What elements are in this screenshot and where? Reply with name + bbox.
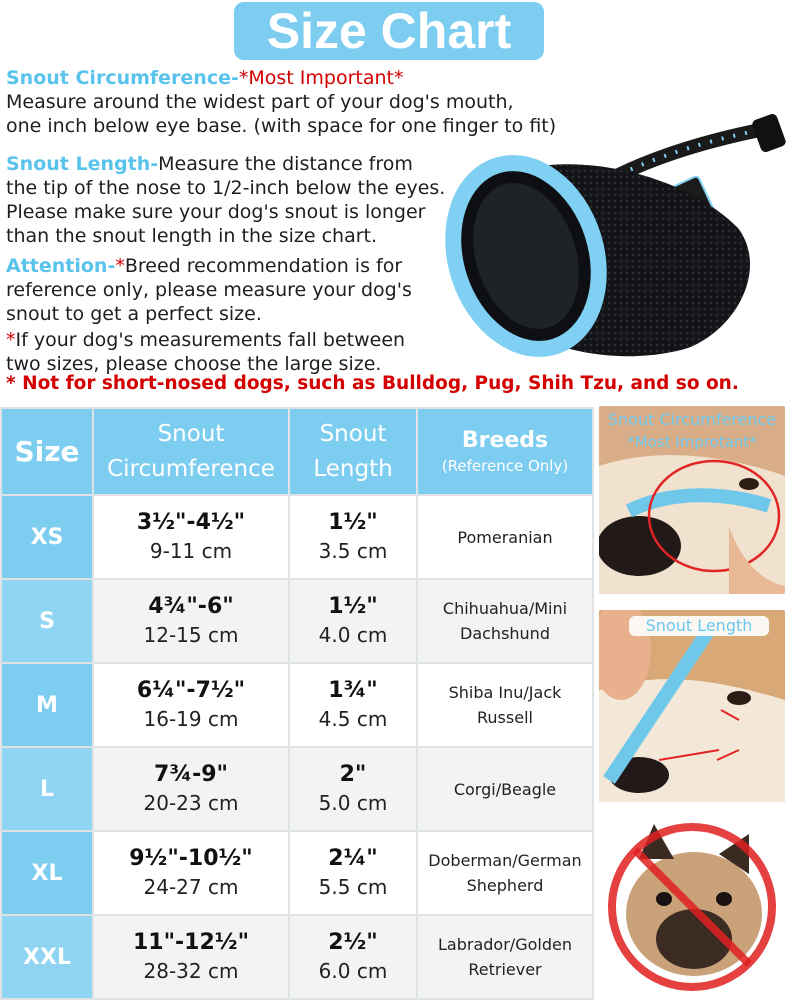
table-row: [1, 663, 593, 747]
snout-length-label: Snout Length-: [6, 153, 159, 175]
breed-line: Russell: [477, 708, 533, 727]
info-line: snout to get a perfect size.: [6, 303, 262, 325]
circumference-cell: [93, 831, 289, 915]
breed-line: Doberman/German: [428, 851, 582, 870]
length-cell: [289, 915, 417, 999]
snout-circumference-photo: [599, 406, 785, 594]
header-size: Size: [1, 408, 93, 495]
circumference-inches: 11"-12½": [132, 930, 250, 955]
header-text: Breeds: [461, 428, 549, 453]
length-inches: 2": [339, 762, 367, 787]
length-cell: [289, 495, 417, 579]
circumference-cell: [93, 495, 289, 579]
size-cell: M: [1, 663, 93, 747]
between-sizes-info: [6, 328, 446, 376]
circumference-cell: [93, 663, 289, 747]
header-text: Snout: [157, 420, 225, 447]
page-title: Size Chart: [234, 2, 544, 60]
length-cell: [289, 831, 417, 915]
not-for-short-nose-photo: [599, 814, 785, 1000]
size-cell: XS: [1, 495, 93, 579]
circumference-cm: 16-19 cm: [143, 707, 239, 731]
breed-cell: [417, 663, 593, 747]
table-row: [1, 831, 593, 915]
info-line: Measure the distance from: [158, 153, 413, 175]
no-bulldog-image: [599, 814, 785, 1000]
length-cm: 5.0 cm: [318, 791, 388, 815]
info-line: reference only, please measure your dog's: [6, 279, 412, 301]
most-important-note: *Most Important*: [238, 67, 404, 89]
length-inches: 1¾": [328, 678, 378, 703]
between-star: *: [6, 329, 16, 351]
photo-label-circumference: Snout Circumference: [607, 410, 777, 429]
length-cm: 5.5 cm: [318, 875, 388, 899]
circumference-cell: [93, 747, 289, 831]
circumference-inches: 6¼"-7½": [136, 678, 246, 703]
info-line: Please make sure your dog's snout is longer: [6, 201, 426, 223]
circumference-cm: 28-32 cm: [143, 959, 239, 983]
table-row: [1, 747, 593, 831]
breed-cell: [417, 579, 593, 663]
length-cell: [289, 579, 417, 663]
circumference-cm: 24-27 cm: [143, 875, 239, 899]
breed-line: Labrador/Golden: [438, 935, 572, 954]
circumference-cell: [93, 915, 289, 999]
snout-length-info: [6, 152, 446, 248]
header-text: Circumference: [107, 455, 275, 482]
length-cell: [289, 747, 417, 831]
length-cm: 4.5 cm: [318, 707, 388, 731]
snout-length-photo: [599, 610, 785, 802]
info-line: Measure around the widest part of your dog's mouth,: [6, 91, 514, 113]
size-cell: XXL: [1, 915, 93, 999]
info-line: Breed recommendation is for: [124, 255, 403, 277]
breed-line: Chihuahua/Mini: [442, 599, 568, 618]
size-cell: S: [1, 579, 93, 663]
length-cm: 4.0 cm: [318, 623, 388, 647]
circumference-inches: 4¾"-6": [148, 594, 234, 619]
dog-measure-length-image: [599, 610, 785, 802]
breed-cell: [417, 915, 593, 999]
snout-circumference-label: Snout Circumference-: [6, 67, 239, 89]
table-row: [1, 495, 593, 579]
circumference-inches: 9½"-10½": [129, 846, 253, 871]
info-line: the tip of the nose to 1/2-inch below the eyes.: [6, 177, 446, 199]
header-snout-circumference: [93, 408, 289, 495]
header-breeds: [417, 408, 593, 495]
info-line: If your dog's measurements fall between: [15, 329, 406, 351]
header-note: (Reference Only): [441, 457, 569, 475]
attention-star: *: [115, 255, 125, 277]
short-nose-warning: * Not for short-nosed dogs, such as Bulldog, Pug, Shih Tzu, and so on.: [6, 373, 739, 394]
muzzle-image: [438, 108, 792, 378]
table-row: [1, 915, 593, 999]
circumference-cell: [93, 579, 289, 663]
circumference-cm: 20-23 cm: [143, 791, 239, 815]
header-text: Length: [313, 455, 393, 482]
header-snout-length: [289, 408, 417, 495]
breed-cell: [417, 495, 593, 579]
length-cm: 6.0 cm: [318, 959, 388, 983]
breed-cell: [417, 747, 593, 831]
length-inches: 2¼": [328, 846, 378, 871]
circumference-cm: 12-15 cm: [143, 623, 239, 647]
length-inches: 1½": [328, 594, 378, 619]
breed-line: Dachshund: [460, 624, 550, 643]
photo-label-snout-length: Snout Length: [629, 616, 769, 636]
table-row: [1, 579, 593, 663]
info-line: one inch below eye base. (with space for one finger to fit): [6, 115, 557, 137]
length-cm: 3.5 cm: [318, 539, 388, 563]
size-chart-table: [0, 407, 594, 1000]
length-inches: 2½": [328, 930, 378, 955]
length-cell: [289, 663, 417, 747]
breed-line: Pomeranian: [457, 527, 553, 547]
circumference-inches: 3½"-4½": [136, 510, 246, 535]
breed-line: Corgi/Beagle: [453, 779, 557, 799]
circumference-inches: 7¾-9": [154, 762, 228, 787]
attention-label: Attention-: [6, 255, 116, 277]
breed-line: Shiba Inu/Jack: [448, 683, 562, 702]
info-line: than the snout length in the size chart.: [6, 225, 378, 247]
info-line: two sizes, please choose the large size.: [6, 353, 382, 375]
circumference-cm: 9-11 cm: [149, 539, 233, 563]
breed-line: Retriever: [468, 960, 542, 979]
size-cell: XL: [1, 831, 93, 915]
header-text: Snout: [319, 420, 387, 447]
photo-label-most-important: *Most Improtant*: [627, 433, 757, 451]
size-cell: L: [1, 747, 93, 831]
attention-info: [6, 254, 446, 326]
breed-line: Shepherd: [466, 876, 544, 895]
breed-cell: [417, 831, 593, 915]
length-inches: 1½": [328, 510, 378, 535]
